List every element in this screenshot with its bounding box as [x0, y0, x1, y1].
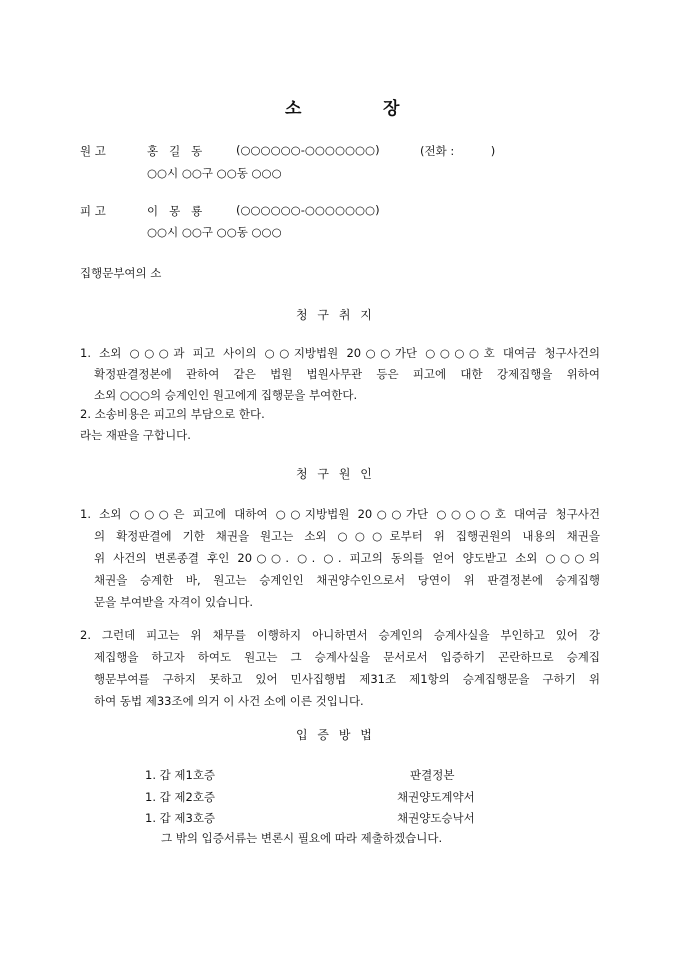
- plaintiff-phone: (전화 : ): [420, 144, 496, 158]
- evidence-note: 그 밖의 입증서류는 변론시 필요에 따라 제출하겠습니다.: [161, 831, 443, 845]
- case-name: 집행문부여의 소: [80, 266, 162, 280]
- title-right-char: 장: [383, 99, 400, 119]
- claim-cause-item-1: [80, 503, 600, 613]
- claim-cause-item-1-line: 1. 소외 ○○○은 피고에 대하여 ○○지방법원 20○○가단 ○○○○호 대여금 청구사건: [80, 507, 600, 521]
- title-left-char: 소: [285, 99, 302, 119]
- claim-cause-item-2-line: 하여 동법 제33조에 의거 이 사건 소에 이른 것입니다.: [94, 694, 364, 708]
- defendant-address: ○○시 ○○구 ○○동 ○○○: [147, 225, 282, 239]
- claim-purpose-item-2: 2. 소송비용은 피고의 부담으로 한다.: [80, 407, 265, 421]
- plaintiff-name: 홍 길 동: [147, 144, 203, 158]
- plaintiff-id-number: (○○○○○○-○○○○○○○): [236, 143, 380, 157]
- claim-purpose-item-1-line: 1. 소외 ○○○과 피고 사이의 ○○지방법원 20○○가단 ○○○○호 대여금 청구사건의: [80, 346, 600, 360]
- plaintiff-label: 원 고: [80, 144, 106, 158]
- defendant-label: 피 고: [80, 204, 106, 218]
- claim-cause-item-2-line: 2. 그런데 피고는 위 채무를 이행하지 아니하면서 승계인의 승계사실을 부인하고 있어 강: [80, 628, 600, 642]
- claim-purpose-closing: 라는 재판을 구합니다.: [80, 428, 191, 442]
- evidence-item-doc: 판결정본: [410, 768, 455, 782]
- claim-cause-item-1-line: 위 사건의 변론종결 후인 20○○. ○. ○. 피고의 동의를 얻어 양도받고 소외 ○○○의: [94, 551, 600, 565]
- evidence-heading: 입 증 방 법: [296, 728, 372, 742]
- defendant-id-number: (○○○○○○-○○○○○○○): [236, 203, 380, 217]
- claim-cause-heading: 청 구 원 인: [296, 467, 372, 481]
- evidence-item-doc: 채권양도계약서: [397, 790, 475, 804]
- claim-purpose-item-1-line: 확정판결정본에 관하여 같은 법원 법원사무관 등은 피고에 대한 강제집행을 위하여: [94, 367, 600, 381]
- claim-cause-item-1-line: 의 확정판결에 기한 채권을 원고는 소외 ○○○로부터 위 집행권원의 내용의 채권을: [94, 529, 600, 543]
- plaintiff-address: ○○시 ○○구 ○○동 ○○○: [147, 166, 282, 180]
- claim-cause-item-2-line: 제집행을 하고자 하여도 원고는 그 승계사실을 문서로서 입증하기 곤란하므로 승계집: [94, 650, 600, 664]
- claim-purpose-heading: 청 구 취 지: [296, 308, 372, 322]
- claim-purpose-item-1-line: 소외 ○○○의 승계인인 원고에게 집행문을 부여한다.: [94, 388, 358, 402]
- claim-cause-item-2: [80, 624, 600, 712]
- claim-cause-item-2-line: 행문부여를 구하지 못하고 있어 민사집행법 제31조 제1항의 승계집행문을 구하기 위: [94, 672, 600, 686]
- evidence-item-label: 1. 갑 제3호증: [145, 811, 216, 825]
- evidence-item-label: 1. 갑 제2호증: [145, 790, 216, 804]
- claim-purpose-item-1: [80, 343, 600, 406]
- evidence-item-doc: 채권양도승낙서: [397, 811, 475, 825]
- claim-cause-item-1-line: 문을 부여받을 자격이 있습니다.: [94, 595, 254, 609]
- claim-cause-item-1-line: 채권을 승계한 바, 원고는 승계인인 채권양수인으로서 당연이 위 판결정본에 승계집행: [94, 573, 600, 587]
- defendant-name: 이 몽 룡: [147, 204, 203, 218]
- evidence-item-label: 1. 갑 제1호증: [145, 768, 216, 782]
